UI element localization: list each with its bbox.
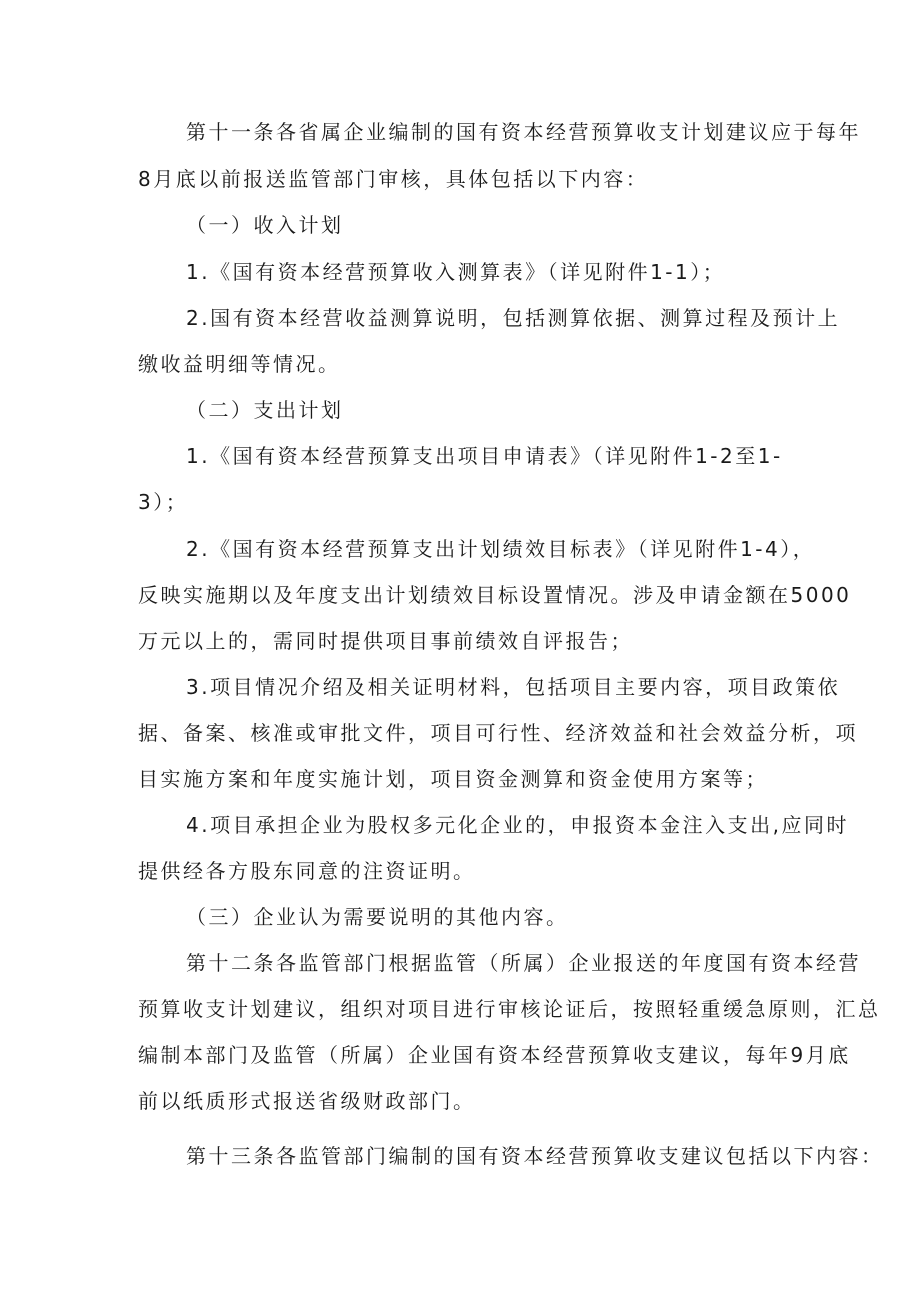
paragraph-article-12-line-2: 预算收支计划建议，组织对项目进行审核论证后，按照轻重缓急原则，汇总 [138, 997, 881, 1021]
section-heading-other-content: （三）企业认为需要说明的其他内容。 [186, 905, 569, 929]
expenditure-item-2-line-2: 反映实施期以及年度支出计划绩效目标设置情况。涉及申请金额在5000 [138, 583, 852, 607]
paragraph-article-13-line-1: 第十三条各监管部门编制的国有资本经营预算收支建议包括以下内容： [186, 1144, 884, 1168]
income-item-1: 1.《国有资本经营预算收入测算表》（详见附件1-1）； [186, 260, 726, 284]
income-item-2-line-2: 缴收益明细等情况。 [138, 352, 341, 376]
paragraph-article-12-line-3: 编制本部门及监管（所属）企业国有资本经营预算收支建议，每年9月底 [138, 1043, 851, 1067]
paragraph-article-11-line-1: 第十一条各省属企业编制的国有资本经营预算收支计划建议应于每年 [186, 120, 861, 144]
paragraph-article-12-line-4: 前以纸质形式报送省级财政部门。 [138, 1089, 476, 1113]
section-heading-income-plan: （一）收入计划 [186, 213, 344, 237]
paragraph-article-12-line-1: 第十二条各监管部门根据监管（所属）企业报送的年度国有资本经营 [186, 951, 861, 975]
expenditure-item-4-line-2: 提供经各方股东同意的注资证明。 [138, 859, 476, 883]
expenditure-item-1-line-1: 1.《国有资本经营预算支出项目申请表》（详见附件1-2至1- [186, 444, 783, 468]
expenditure-item-3-line-3: 目实施方案和年度实施计划，项目资金测算和资金使用方案等； [138, 767, 768, 791]
income-item-2-line-1: 2.国有资本经营收益测算说明，包括测算依据、测算过程及预计上 [186, 306, 841, 330]
expenditure-item-3-line-1: 3.项目情况介绍及相关证明材料，包括项目主要内容，项目政策依 [186, 675, 841, 699]
section-heading-expenditure-plan: （二）支出计划 [186, 398, 344, 422]
expenditure-item-4-line-1: 4.项目承担企业为股权多元化企业的，申报资本金注入支出,应同时 [186, 813, 849, 837]
paragraph-article-11-line-2: 8月底以前报送监管部门审核，具体包括以下内容： [138, 167, 649, 191]
expenditure-item-3-line-2: 据、备案、核准或审批文件，项目可行性、经济效益和社会效益分析，项 [138, 721, 858, 745]
expenditure-item-2-line-3: 万元以上的，需同时提供项目事前绩效自评报告； [138, 629, 633, 653]
expenditure-item-2-line-1: 2.《国有资本经营预算支出计划绩效目标表》（详见附件1-4）， [186, 537, 816, 561]
expenditure-item-1-line-2: 3）； [138, 490, 189, 514]
